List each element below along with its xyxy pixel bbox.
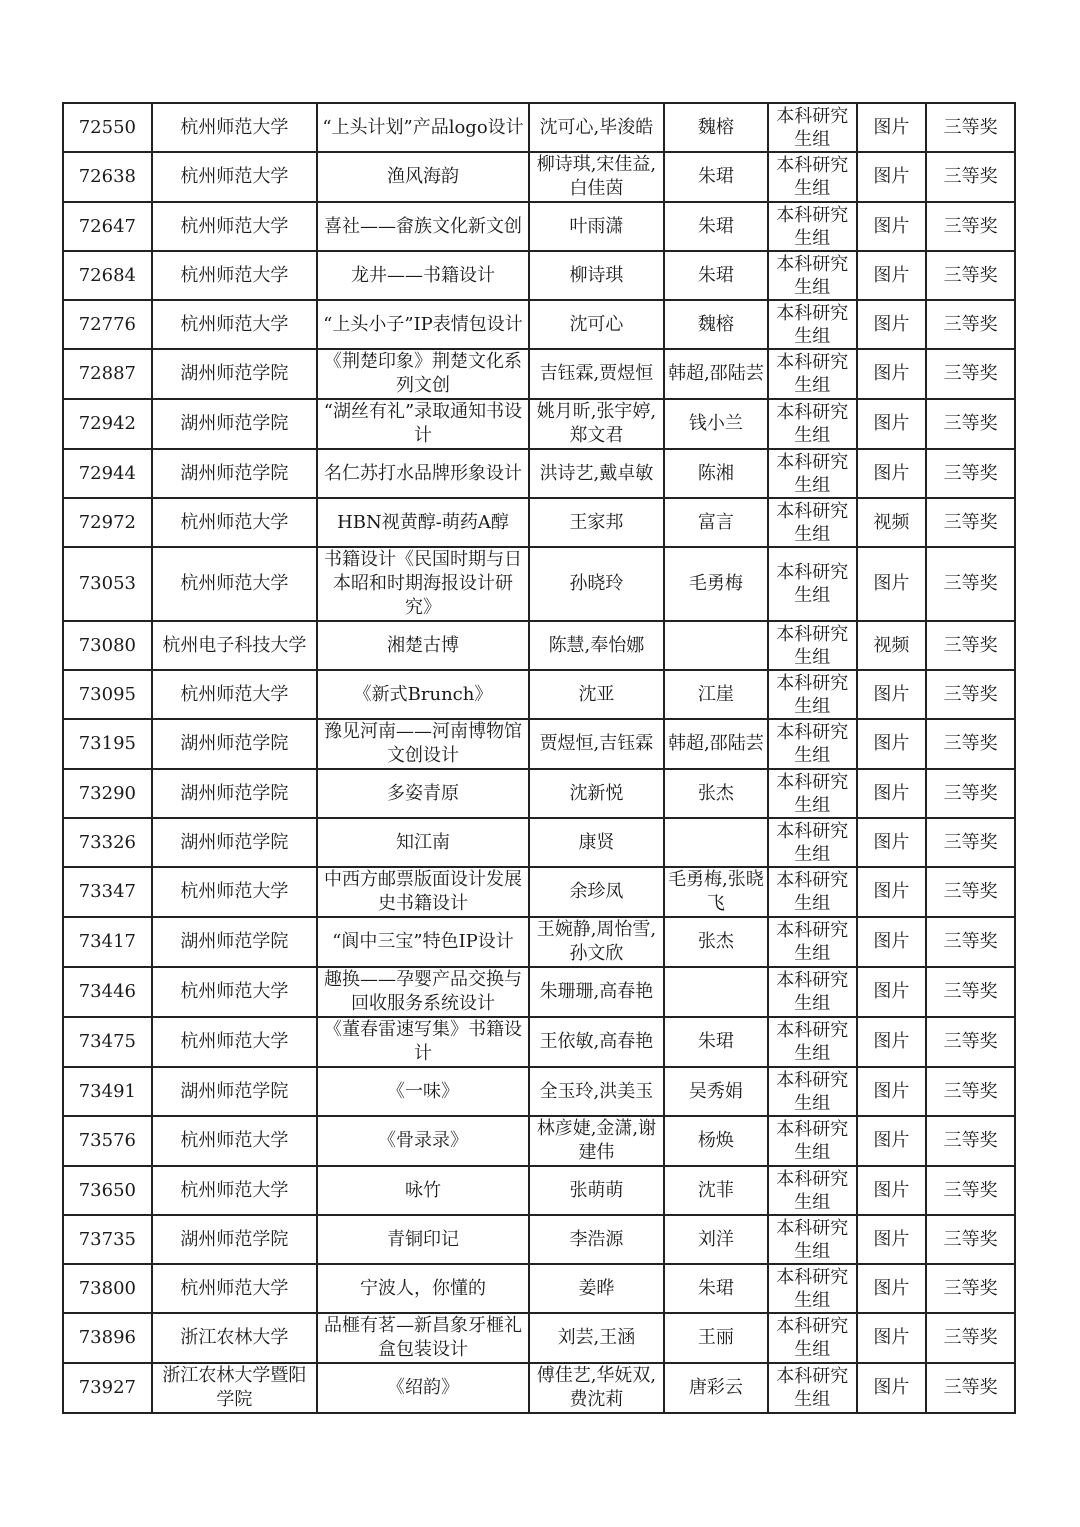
table-row: [63, 769, 1015, 818]
award-table-body: [63, 103, 1015, 1413]
group-cell: 本科研究生组: [768, 818, 857, 867]
entry-id-cell: 73475: [63, 1017, 152, 1067]
work-title-cell: 名仁苏打水品牌形象设计: [317, 449, 529, 498]
work-title-cell: 知江南: [317, 818, 529, 867]
school-cell: 杭州电子科技大学: [152, 621, 317, 670]
award-level-cell: 三等奖: [926, 152, 1015, 202]
advisor-cell: [664, 967, 768, 1017]
advisor-cell: [664, 818, 768, 867]
entry-id-cell: 72887: [63, 349, 152, 399]
media-type-cell: 图片: [857, 1363, 927, 1413]
table-row: [63, 103, 1015, 152]
advisor-cell: 毛勇梅: [664, 547, 768, 621]
group-cell: 本科研究生组: [768, 1116, 857, 1166]
table-row: [63, 1116, 1015, 1166]
work-title-cell: “阆中三宝”特色IP设计: [317, 917, 529, 967]
entry-id-cell: 73576: [63, 1116, 152, 1166]
entry-id-cell: 72647: [63, 202, 152, 251]
advisor-cell: 朱珺: [664, 1017, 768, 1067]
table-row: [63, 719, 1015, 769]
advisor-cell: 唐彩云: [664, 1363, 768, 1413]
work-title-cell: 湘楚古博: [317, 621, 529, 670]
award-level-cell: 三等奖: [926, 818, 1015, 867]
school-cell: 杭州师范大学: [152, 670, 317, 719]
group-cell: 本科研究生组: [768, 103, 857, 152]
entry-id-cell: 73491: [63, 1067, 152, 1116]
entry-id-cell: 73080: [63, 621, 152, 670]
media-type-cell: 图片: [857, 251, 927, 300]
school-cell: 杭州师范大学: [152, 1264, 317, 1313]
entry-id-cell: 72550: [63, 103, 152, 152]
table-row: [63, 1017, 1015, 1067]
group-cell: 本科研究生组: [768, 449, 857, 498]
work-title-cell: 《新式Brunch》: [317, 670, 529, 719]
school-cell: 杭州师范大学: [152, 967, 317, 1017]
award-table: [62, 102, 1016, 1414]
authors-cell: 林彦婕,金潇,谢建伟: [529, 1116, 664, 1166]
school-cell: 杭州师范大学: [152, 251, 317, 300]
table-row: [63, 670, 1015, 719]
award-level-cell: 三等奖: [926, 621, 1015, 670]
authors-cell: 柳诗琪: [529, 251, 664, 300]
table-row: [63, 1313, 1015, 1363]
work-title-cell: 豫见河南——河南博物馆文创设计: [317, 719, 529, 769]
advisor-cell: 沈菲: [664, 1166, 768, 1215]
advisor-cell: 张杰: [664, 769, 768, 818]
work-title-cell: 品榧有茗—新昌象牙榧礼盒包装设计: [317, 1313, 529, 1363]
authors-cell: 沈新悦: [529, 769, 664, 818]
work-title-cell: “上头计划”产品logo设计: [317, 103, 529, 152]
table-row: [63, 867, 1015, 917]
advisor-cell: 毛勇梅,张晓飞: [664, 867, 768, 917]
award-level-cell: 三等奖: [926, 498, 1015, 547]
media-type-cell: 图片: [857, 818, 927, 867]
work-title-cell: 中西方邮票版面设计发展史书籍设计: [317, 867, 529, 917]
school-cell: 湖州师范学院: [152, 449, 317, 498]
table-row: [63, 300, 1015, 349]
group-cell: 本科研究生组: [768, 498, 857, 547]
media-type-cell: 图片: [857, 967, 927, 1017]
entry-id-cell: 72942: [63, 399, 152, 449]
school-cell: 杭州师范大学: [152, 1017, 317, 1067]
work-title-cell: 渔风海韵: [317, 152, 529, 202]
entry-id-cell: 72776: [63, 300, 152, 349]
advisor-cell: 钱小兰: [664, 399, 768, 449]
award-level-cell: 三等奖: [926, 1313, 1015, 1363]
table-row: [63, 152, 1015, 202]
work-title-cell: 《荆楚印象》荆楚文化系列文创: [317, 349, 529, 399]
advisor-cell: [664, 621, 768, 670]
advisor-cell: 王丽: [664, 1313, 768, 1363]
award-level-cell: 三等奖: [926, 449, 1015, 498]
group-cell: 本科研究生组: [768, 300, 857, 349]
group-cell: 本科研究生组: [768, 1313, 857, 1363]
table-row: [63, 1166, 1015, 1215]
award-level-cell: 三等奖: [926, 547, 1015, 621]
entry-id-cell: 73446: [63, 967, 152, 1017]
work-title-cell: 宁波人，你懂的: [317, 1264, 529, 1313]
award-level-cell: 三等奖: [926, 1166, 1015, 1215]
group-cell: 本科研究生组: [768, 1017, 857, 1067]
group-cell: 本科研究生组: [768, 621, 857, 670]
table-row: [63, 1067, 1015, 1116]
group-cell: 本科研究生组: [768, 1363, 857, 1413]
entry-id-cell: 72684: [63, 251, 152, 300]
authors-cell: 全玉玲,洪美玉: [529, 1067, 664, 1116]
authors-cell: 叶雨潇: [529, 202, 664, 251]
group-cell: 本科研究生组: [768, 1067, 857, 1116]
school-cell: 湖州师范学院: [152, 1215, 317, 1264]
entry-id-cell: 73896: [63, 1313, 152, 1363]
award-level-cell: 三等奖: [926, 1363, 1015, 1413]
media-type-cell: 视频: [857, 621, 927, 670]
advisor-cell: 吴秀娟: [664, 1067, 768, 1116]
group-cell: 本科研究生组: [768, 769, 857, 818]
entry-id-cell: 73650: [63, 1166, 152, 1215]
group-cell: 本科研究生组: [768, 152, 857, 202]
school-cell: 湖州师范学院: [152, 769, 317, 818]
table-row: [63, 251, 1015, 300]
work-title-cell: 《董春雷速写集》书籍设计: [317, 1017, 529, 1067]
award-level-cell: 三等奖: [926, 1017, 1015, 1067]
award-level-cell: 三等奖: [926, 917, 1015, 967]
table-row: [63, 498, 1015, 547]
work-title-cell: “上头小子”IP表情包设计: [317, 300, 529, 349]
school-cell: 杭州师范大学: [152, 103, 317, 152]
authors-cell: 贾煜恒,吉钰霖: [529, 719, 664, 769]
award-level-cell: 三等奖: [926, 399, 1015, 449]
authors-cell: 傅佳艺,华妩双,费沈莉: [529, 1363, 664, 1413]
advisor-cell: 刘洋: [664, 1215, 768, 1264]
award-level-cell: 三等奖: [926, 719, 1015, 769]
work-title-cell: 《绍韵》: [317, 1363, 529, 1413]
award-level-cell: 三等奖: [926, 769, 1015, 818]
work-title-cell: 多姿青原: [317, 769, 529, 818]
advisor-cell: 魏榕: [664, 300, 768, 349]
entry-id-cell: 73326: [63, 818, 152, 867]
media-type-cell: 图片: [857, 300, 927, 349]
school-cell: 杭州师范大学: [152, 300, 317, 349]
group-cell: 本科研究生组: [768, 1264, 857, 1313]
school-cell: 杭州师范大学: [152, 152, 317, 202]
award-level-cell: 三等奖: [926, 1067, 1015, 1116]
award-level-cell: 三等奖: [926, 967, 1015, 1017]
work-title-cell: 青铜印记: [317, 1215, 529, 1264]
advisor-cell: 韩超,邵陆芸: [664, 349, 768, 399]
advisor-cell: 张杰: [664, 917, 768, 967]
group-cell: 本科研究生组: [768, 967, 857, 1017]
work-title-cell: 趣换——孕婴产品交换与回收服务系统设计: [317, 967, 529, 1017]
school-cell: 浙江农林大学: [152, 1313, 317, 1363]
group-cell: 本科研究生组: [768, 917, 857, 967]
authors-cell: 沈可心: [529, 300, 664, 349]
authors-cell: 陈慧,奉怡娜: [529, 621, 664, 670]
table-row: [63, 818, 1015, 867]
entry-id-cell: 73347: [63, 867, 152, 917]
work-title-cell: 《一味》: [317, 1067, 529, 1116]
award-level-cell: 三等奖: [926, 670, 1015, 719]
award-level-cell: 三等奖: [926, 1215, 1015, 1264]
award-level-cell: 三等奖: [926, 1116, 1015, 1166]
authors-cell: 洪诗艺,戴卓敏: [529, 449, 664, 498]
group-cell: 本科研究生组: [768, 719, 857, 769]
table-row: [63, 967, 1015, 1017]
advisor-cell: 富言: [664, 498, 768, 547]
authors-cell: 余珍凤: [529, 867, 664, 917]
group-cell: 本科研究生组: [768, 547, 857, 621]
authors-cell: 沈亚: [529, 670, 664, 719]
school-cell: 湖州师范学院: [152, 917, 317, 967]
school-cell: 湖州师范学院: [152, 399, 317, 449]
advisor-cell: 韩超,邵陆芸: [664, 719, 768, 769]
media-type-cell: 图片: [857, 1215, 927, 1264]
award-level-cell: 三等奖: [926, 867, 1015, 917]
authors-cell: 姚月昕,张宇婷,郑文君: [529, 399, 664, 449]
authors-cell: 王婉静,周怡雪,孙文欣: [529, 917, 664, 967]
table-row: [63, 917, 1015, 967]
school-cell: 杭州师范大学: [152, 547, 317, 621]
award-level-cell: 三等奖: [926, 300, 1015, 349]
table-row: [63, 1363, 1015, 1413]
work-title-cell: 喜社——畲族文化新文创: [317, 202, 529, 251]
group-cell: 本科研究生组: [768, 1215, 857, 1264]
work-title-cell: “湖丝有礼”录取通知书设计: [317, 399, 529, 449]
award-level-cell: 三等奖: [926, 103, 1015, 152]
group-cell: 本科研究生组: [768, 251, 857, 300]
work-title-cell: 《骨录录》: [317, 1116, 529, 1166]
media-type-cell: 图片: [857, 917, 927, 967]
entry-id-cell: 73735: [63, 1215, 152, 1264]
school-cell: 浙江农林大学暨阳学院: [152, 1363, 317, 1413]
authors-cell: 姜晔: [529, 1264, 664, 1313]
entry-id-cell: 72944: [63, 449, 152, 498]
advisor-cell: 江崖: [664, 670, 768, 719]
authors-cell: 康贤: [529, 818, 664, 867]
school-cell: 杭州师范大学: [152, 1116, 317, 1166]
authors-cell: 王依敏,高春艳: [529, 1017, 664, 1067]
entry-id-cell: 73095: [63, 670, 152, 719]
authors-cell: 张萌萌: [529, 1166, 664, 1215]
entry-id-cell: 72972: [63, 498, 152, 547]
media-type-cell: 图片: [857, 449, 927, 498]
entry-id-cell: 73927: [63, 1363, 152, 1413]
media-type-cell: 图片: [857, 1017, 927, 1067]
media-type-cell: 图片: [857, 719, 927, 769]
school-cell: 杭州师范大学: [152, 867, 317, 917]
media-type-cell: 图片: [857, 1166, 927, 1215]
table-row: [63, 621, 1015, 670]
group-cell: 本科研究生组: [768, 670, 857, 719]
award-level-cell: 三等奖: [926, 349, 1015, 399]
authors-cell: 孙晓玲: [529, 547, 664, 621]
group-cell: 本科研究生组: [768, 349, 857, 399]
authors-cell: 李浩源: [529, 1215, 664, 1264]
table-row: [63, 449, 1015, 498]
school-cell: 杭州师范大学: [152, 498, 317, 547]
media-type-cell: 图片: [857, 103, 927, 152]
entry-id-cell: 72638: [63, 152, 152, 202]
authors-cell: 吉钰霖,贾煜恒: [529, 349, 664, 399]
media-type-cell: 图片: [857, 202, 927, 251]
table-row: [63, 1215, 1015, 1264]
work-title-cell: 书籍设计《民国时期与日本昭和时期海报设计研究》: [317, 547, 529, 621]
authors-cell: 刘芸,王涵: [529, 1313, 664, 1363]
advisor-cell: 朱珺: [664, 251, 768, 300]
school-cell: 湖州师范学院: [152, 818, 317, 867]
award-level-cell: 三等奖: [926, 1264, 1015, 1313]
table-row: [63, 1264, 1015, 1313]
entry-id-cell: 73800: [63, 1264, 152, 1313]
media-type-cell: 图片: [857, 399, 927, 449]
award-level-cell: 三等奖: [926, 202, 1015, 251]
media-type-cell: 图片: [857, 1116, 927, 1166]
school-cell: 湖州师范学院: [152, 1067, 317, 1116]
school-cell: 湖州师范学院: [152, 719, 317, 769]
table-row: [63, 349, 1015, 399]
advisor-cell: 朱珺: [664, 152, 768, 202]
media-type-cell: 图片: [857, 769, 927, 818]
advisor-cell: 陈湘: [664, 449, 768, 498]
school-cell: 杭州师范大学: [152, 1166, 317, 1215]
media-type-cell: 图片: [857, 152, 927, 202]
group-cell: 本科研究生组: [768, 202, 857, 251]
entry-id-cell: 73195: [63, 719, 152, 769]
authors-cell: 沈可心,毕浚皓: [529, 103, 664, 152]
authors-cell: 朱珊珊,高春艳: [529, 967, 664, 1017]
school-cell: 湖州师范学院: [152, 349, 317, 399]
group-cell: 本科研究生组: [768, 399, 857, 449]
advisor-cell: 朱珺: [664, 202, 768, 251]
entry-id-cell: 73053: [63, 547, 152, 621]
table-row: [63, 399, 1015, 449]
work-title-cell: 龙井——书籍设计: [317, 251, 529, 300]
group-cell: 本科研究生组: [768, 1166, 857, 1215]
table-row: [63, 202, 1015, 251]
media-type-cell: 图片: [857, 349, 927, 399]
advisor-cell: 杨焕: [664, 1116, 768, 1166]
entry-id-cell: 73290: [63, 769, 152, 818]
media-type-cell: 图片: [857, 1067, 927, 1116]
advisor-cell: 朱珺: [664, 1264, 768, 1313]
entry-id-cell: 73417: [63, 917, 152, 967]
group-cell: 本科研究生组: [768, 867, 857, 917]
work-title-cell: HBN视黄醇-萌药A醇: [317, 498, 529, 547]
authors-cell: 柳诗琪,宋佳益,白佳茵: [529, 152, 664, 202]
media-type-cell: 图片: [857, 867, 927, 917]
media-type-cell: 图片: [857, 1313, 927, 1363]
table-row: [63, 547, 1015, 621]
award-level-cell: 三等奖: [926, 251, 1015, 300]
advisor-cell: 魏榕: [664, 103, 768, 152]
media-type-cell: 图片: [857, 1264, 927, 1313]
work-title-cell: 咏竹: [317, 1166, 529, 1215]
authors-cell: 王家邦: [529, 498, 664, 547]
school-cell: 杭州师范大学: [152, 202, 317, 251]
media-type-cell: 视频: [857, 498, 927, 547]
media-type-cell: 图片: [857, 547, 927, 621]
media-type-cell: 图片: [857, 670, 927, 719]
